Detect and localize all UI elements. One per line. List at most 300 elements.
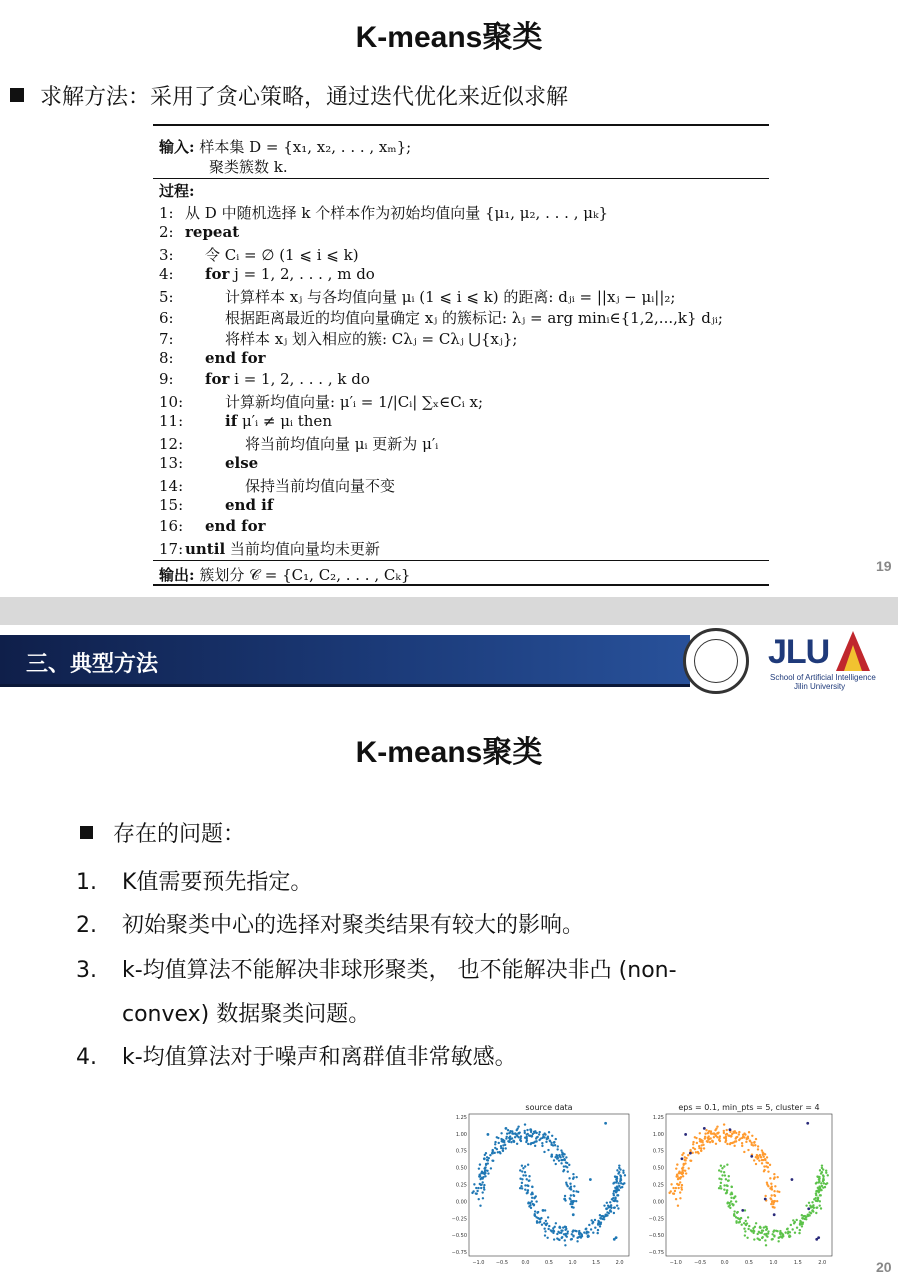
scatter-point xyxy=(683,1163,685,1165)
algo-step: 16: end for xyxy=(159,517,266,535)
scatter-point xyxy=(573,1200,575,1202)
scatter-point xyxy=(624,1174,626,1176)
problems-heading: 存在的问题： xyxy=(80,817,245,848)
scatter-point xyxy=(528,1175,530,1177)
scatter-point xyxy=(531,1197,533,1199)
scatter-point xyxy=(566,1185,568,1187)
scatter-point xyxy=(760,1156,762,1158)
scatter-point xyxy=(498,1142,500,1144)
scatter-point xyxy=(763,1226,765,1228)
scatter-point xyxy=(770,1203,772,1205)
scatter-point xyxy=(532,1133,534,1135)
scatter-point xyxy=(681,1184,683,1186)
problem-item: 2. 初始聚类中心的选择对聚类结果有较大的影响。 xyxy=(76,913,585,938)
scatter-point xyxy=(526,1133,528,1135)
square-bullet-icon xyxy=(80,826,93,839)
scatter-point xyxy=(815,1212,817,1214)
scatter-point xyxy=(793,1222,795,1224)
scatter-point xyxy=(713,1132,715,1134)
scatter-point xyxy=(524,1123,526,1125)
scatter-point xyxy=(501,1140,503,1142)
scatter-point xyxy=(562,1226,564,1228)
scatter-point xyxy=(682,1175,684,1177)
scatter-point xyxy=(820,1172,822,1174)
scatter-point xyxy=(738,1131,740,1133)
scatter-point xyxy=(709,1141,711,1143)
scatter-point xyxy=(819,1169,821,1171)
scatter-point xyxy=(770,1198,772,1200)
scatter-point xyxy=(481,1177,483,1179)
scatter-point xyxy=(518,1132,520,1134)
scatter-point xyxy=(751,1135,753,1137)
scatter-point xyxy=(521,1164,523,1166)
scatter-point xyxy=(723,1184,725,1186)
scatter-point xyxy=(825,1183,827,1185)
scatter-point xyxy=(726,1143,728,1145)
scatter-point xyxy=(823,1182,825,1184)
scatter-point xyxy=(555,1222,557,1224)
scatter-point xyxy=(553,1141,555,1143)
scatter-point xyxy=(764,1159,766,1161)
scatter-point xyxy=(522,1167,524,1169)
scatter-point xyxy=(527,1164,529,1166)
scatter-point xyxy=(817,1196,819,1198)
scatter-point xyxy=(767,1185,769,1187)
page-number: 20 xyxy=(876,1259,892,1275)
scatter-point xyxy=(716,1136,718,1138)
scatter-point xyxy=(720,1178,722,1180)
input-label: 输入: xyxy=(159,138,195,156)
scatter-point xyxy=(766,1156,768,1158)
scatter-point xyxy=(619,1186,621,1188)
scatter-point xyxy=(534,1140,536,1142)
scatter-point xyxy=(741,1142,743,1144)
scatter-point xyxy=(807,1207,810,1210)
scatter-point xyxy=(776,1176,778,1178)
scatter-point xyxy=(531,1135,533,1137)
scatter-point xyxy=(573,1185,575,1187)
scatter-point xyxy=(808,1214,810,1216)
scatter-point xyxy=(568,1164,570,1166)
x-tick-label: −1.0 xyxy=(472,1260,485,1266)
scatter-point xyxy=(545,1220,547,1222)
scatter-point xyxy=(687,1154,689,1156)
scatter-point xyxy=(801,1223,803,1225)
scatter-point xyxy=(483,1186,485,1188)
scatter-point xyxy=(815,1190,817,1192)
scatter-point xyxy=(819,1204,821,1206)
scatter-point xyxy=(530,1143,532,1145)
algo-step: 7: 将样本 xⱼ 划入相应的簇: Cλⱼ = Cλⱼ ⋃{xⱼ}; xyxy=(159,330,518,348)
scatter-point xyxy=(477,1187,479,1189)
scatter-point xyxy=(552,1227,554,1229)
scatter-point xyxy=(524,1171,526,1173)
scatter-point xyxy=(480,1187,482,1189)
scatter-point xyxy=(612,1182,614,1184)
scatter-point xyxy=(773,1190,775,1192)
y-tick-label: 0.00 xyxy=(455,1199,467,1206)
scatter-point xyxy=(755,1138,757,1140)
scatter-point xyxy=(682,1167,684,1169)
logo-tower-icon xyxy=(836,631,870,671)
x-tick-label: −1.0 xyxy=(669,1260,682,1266)
scatter-point xyxy=(741,1137,743,1139)
input-text: 样本集 D = {x₁, x₂, . . . , xₘ}; xyxy=(199,138,412,156)
scatter-point xyxy=(564,1229,566,1231)
y-tick-label: 0.00 xyxy=(652,1199,664,1206)
scatter-point xyxy=(550,1144,552,1146)
scatter-point xyxy=(519,1137,521,1139)
scatter-point xyxy=(502,1147,504,1149)
scatter-point xyxy=(619,1168,621,1170)
scatter-point xyxy=(575,1200,577,1202)
scatter-point xyxy=(772,1206,774,1208)
scatter-point xyxy=(487,1133,490,1136)
scatter-point xyxy=(749,1140,751,1142)
scatter-point xyxy=(481,1191,483,1193)
scatter-point xyxy=(796,1219,798,1221)
algo-divider-bottom xyxy=(153,560,769,561)
scatter-point xyxy=(609,1201,611,1203)
scatter-point xyxy=(494,1141,496,1143)
scatter-point xyxy=(735,1200,737,1202)
scatter-point xyxy=(723,1171,725,1173)
scatter-point xyxy=(592,1232,594,1234)
x-tick-label: −0.5 xyxy=(694,1260,707,1266)
scatter-point xyxy=(539,1218,541,1220)
scatter-point xyxy=(743,1151,745,1153)
scatter-point xyxy=(617,1182,619,1184)
scatter-point xyxy=(622,1172,624,1174)
scatter-point xyxy=(740,1223,742,1225)
scatter-point xyxy=(752,1232,754,1234)
scatter-point xyxy=(757,1148,759,1150)
scatter-point xyxy=(594,1227,596,1229)
scatter-point xyxy=(560,1162,562,1164)
source-data-plot xyxy=(445,1102,635,1272)
scatter-point xyxy=(716,1125,718,1127)
scatter-point xyxy=(543,1136,545,1138)
scatter-point xyxy=(546,1237,548,1239)
scatter-point xyxy=(811,1201,813,1203)
y-tick-label: 1.00 xyxy=(652,1131,664,1138)
scatter-point xyxy=(801,1225,803,1227)
x-tick-label: 1.5 xyxy=(592,1260,601,1266)
scatter-point xyxy=(576,1240,578,1242)
scatter-point xyxy=(752,1227,754,1229)
page-number: 19 xyxy=(876,558,892,574)
scatter-point xyxy=(479,1183,481,1185)
scatter-point xyxy=(758,1159,760,1161)
scatter-point xyxy=(526,1129,528,1131)
scatter-point xyxy=(726,1189,728,1191)
algo-step: 6: 根据距离最近的均值向量确定 xⱼ 的簇标记: λⱼ = arg minᵢ∈{1,2,...,k} dⱼᵢ; xyxy=(159,309,723,327)
scatter-point xyxy=(754,1144,756,1146)
scatter-point xyxy=(473,1183,475,1185)
scatter-point xyxy=(547,1149,549,1151)
scatter-point xyxy=(677,1187,679,1189)
scatter-point xyxy=(791,1178,794,1181)
scatter-point xyxy=(707,1139,709,1141)
scatter-point xyxy=(723,1123,725,1125)
scatter-point xyxy=(487,1172,489,1174)
algo-step: 15: end if xyxy=(159,496,274,514)
algo-step: 11: if μ′ᵢ ≠ μᵢ then xyxy=(159,412,332,430)
scatter-point xyxy=(531,1193,533,1195)
scatter-point xyxy=(538,1133,540,1135)
scatter-point xyxy=(496,1136,498,1138)
scatter-point xyxy=(675,1167,677,1169)
scatter-point xyxy=(755,1222,757,1224)
scatter-point xyxy=(471,1192,473,1194)
scatter-point xyxy=(531,1186,533,1188)
y-tick-label: 1.25 xyxy=(455,1114,467,1121)
scatter-point xyxy=(517,1136,519,1138)
problem-item: 4. k-均值算法对于噪声和离群值非常敏感。 xyxy=(76,1045,517,1070)
scatter-point xyxy=(620,1182,622,1184)
scatter-point xyxy=(705,1129,707,1131)
scatter-point xyxy=(484,1175,486,1177)
scatter-point xyxy=(691,1152,693,1154)
scatter-point xyxy=(812,1204,814,1206)
scatter-point xyxy=(759,1226,761,1228)
scatter-point xyxy=(612,1200,614,1202)
scatter-point xyxy=(681,1154,683,1156)
y-tick-label: −0.75 xyxy=(451,1250,467,1257)
scatter-point xyxy=(524,1165,526,1167)
scatter-point xyxy=(788,1234,790,1236)
scatter-point xyxy=(485,1163,487,1165)
scatter-point xyxy=(483,1157,486,1160)
scatter-point xyxy=(486,1170,488,1172)
scatter-point xyxy=(700,1150,702,1152)
scatter-point xyxy=(692,1143,694,1145)
scatter-point xyxy=(512,1140,514,1142)
scatter-point xyxy=(739,1218,741,1220)
scatter-point xyxy=(514,1136,516,1138)
scatter-point xyxy=(815,1192,817,1194)
scatter-point xyxy=(482,1172,484,1174)
algo-step: 17: until 当前均值向量均未更新 xyxy=(159,540,380,558)
scatter-point xyxy=(774,1195,776,1197)
scatter-point xyxy=(526,1184,528,1186)
scatter-point xyxy=(792,1219,794,1221)
scatter-point xyxy=(744,1234,746,1236)
scatter-point xyxy=(536,1212,538,1214)
scatter-point xyxy=(564,1244,566,1246)
scatter-point xyxy=(821,1164,823,1166)
scatter-point xyxy=(497,1151,499,1153)
scatter-point xyxy=(544,1230,546,1232)
scatter-point xyxy=(589,1178,592,1181)
scatter-point xyxy=(784,1231,786,1233)
scatter-point xyxy=(815,1200,817,1202)
algo-step: 8: end for xyxy=(159,349,266,367)
algo-input-line-2: 聚类簇数 k. xyxy=(209,158,288,176)
scatter-point xyxy=(723,1188,725,1190)
scatter-point xyxy=(820,1194,822,1196)
scatter-point xyxy=(747,1216,749,1218)
scatter-point xyxy=(747,1228,749,1230)
scatter-point xyxy=(804,1218,806,1220)
scatter-point xyxy=(530,1131,532,1133)
scatter-point xyxy=(616,1185,618,1187)
scatter-point xyxy=(753,1159,755,1161)
scatter-point xyxy=(591,1222,593,1224)
output-label: 输出: xyxy=(159,566,195,584)
scatter-point xyxy=(741,1209,744,1212)
scatter-point xyxy=(730,1200,732,1202)
jlu-logo xyxy=(764,631,874,693)
scatter-point xyxy=(594,1219,596,1221)
scatter-point xyxy=(545,1141,547,1143)
scatter-point xyxy=(572,1213,575,1216)
scatter-point xyxy=(552,1232,554,1234)
scatter-point xyxy=(679,1191,681,1193)
scatter-point xyxy=(531,1200,533,1202)
scatter-point xyxy=(560,1232,562,1234)
scatter-point xyxy=(723,1136,725,1138)
x-tick-label: 1.0 xyxy=(769,1260,778,1266)
scatter-point xyxy=(746,1237,748,1239)
section-label: 三、典型方法 xyxy=(26,652,159,677)
scatter-point xyxy=(720,1170,722,1172)
scatter-point xyxy=(725,1133,727,1135)
scatter-point xyxy=(806,1122,809,1125)
scatter-point xyxy=(819,1200,821,1202)
scatter-point xyxy=(526,1192,528,1194)
y-tick-label: 0.50 xyxy=(455,1165,467,1172)
scatter-point xyxy=(487,1159,489,1161)
slide-title: K-means聚类 xyxy=(355,736,543,769)
scatter-point xyxy=(569,1183,571,1185)
scatter-point xyxy=(538,1131,540,1133)
scatter-point xyxy=(811,1210,813,1212)
scatter-point xyxy=(617,1207,619,1209)
scatter-point xyxy=(500,1138,502,1140)
scatter-point xyxy=(575,1190,577,1192)
scatter-point xyxy=(606,1214,608,1216)
scatter-point xyxy=(777,1240,779,1242)
scatter-point xyxy=(675,1187,677,1189)
scatter-point xyxy=(511,1132,513,1134)
y-tick-label: −0.50 xyxy=(451,1233,467,1240)
scatter-point xyxy=(746,1137,748,1139)
scatter-point xyxy=(519,1169,521,1171)
y-tick-label: 0.75 xyxy=(455,1148,467,1155)
scatter-point xyxy=(492,1149,494,1151)
problem-item: convex) 数据聚类问题。 xyxy=(122,1002,371,1027)
scatter-point xyxy=(767,1162,769,1164)
scatter-point xyxy=(823,1179,825,1181)
scatter-point xyxy=(699,1132,701,1134)
scatter-point xyxy=(729,1143,731,1145)
problem-item: 1. K值需要预先指定。 xyxy=(76,870,313,895)
scatter-point xyxy=(747,1149,749,1151)
scatter-point xyxy=(677,1204,679,1206)
scatter-point xyxy=(503,1140,505,1142)
scatter-point xyxy=(583,1231,585,1233)
scatter-point xyxy=(475,1187,477,1189)
scatter-point xyxy=(562,1152,564,1154)
scatter-point xyxy=(524,1184,526,1186)
algo-divider xyxy=(153,178,769,179)
scatter-point xyxy=(737,1217,739,1219)
plot-frame xyxy=(666,1114,832,1256)
scatter-point xyxy=(521,1178,523,1180)
scatter-point xyxy=(725,1139,727,1141)
logo-subtitle: School of Artificial Intelligence xyxy=(770,673,876,682)
scatter-point xyxy=(526,1139,528,1141)
problem-item: 3. k-均值算法不能解决非球形聚类， 也不能解决非凸 (non- xyxy=(76,958,677,983)
scatter-point xyxy=(733,1196,735,1198)
scatter-point xyxy=(580,1236,582,1238)
scatter-point xyxy=(744,1230,746,1232)
bullet-solution-method xyxy=(10,80,568,111)
scatter-point xyxy=(534,1210,536,1212)
scatter-point xyxy=(524,1188,526,1190)
scatter-point xyxy=(502,1150,504,1152)
scatter-point xyxy=(572,1173,574,1175)
scatter-point xyxy=(695,1151,697,1153)
scatter-point xyxy=(516,1143,518,1145)
scatter-point xyxy=(762,1159,764,1161)
scatter-point xyxy=(536,1220,538,1222)
algo-step: 4: for j = 1, 2, . . . , m do xyxy=(159,265,375,283)
scatter-point xyxy=(675,1198,677,1200)
slide-gap xyxy=(0,597,898,625)
scatter-point xyxy=(527,1189,529,1191)
algo-step: 1: 从 D 中随机选择 k 个样本作为初始均值向量 {μ₁, μ₂, . . . , μₖ} xyxy=(159,204,609,222)
scatter-point xyxy=(791,1228,793,1230)
scatter-point xyxy=(694,1136,696,1138)
scatter-point xyxy=(799,1220,801,1222)
scatter-point xyxy=(676,1183,678,1185)
scatter-point xyxy=(534,1196,536,1198)
scatter-point xyxy=(721,1174,723,1176)
scatter-point xyxy=(561,1236,563,1238)
scatter-point xyxy=(541,1137,543,1139)
logo-text: JLU xyxy=(768,633,830,671)
y-tick-label: 0.25 xyxy=(652,1182,664,1189)
scatter-point xyxy=(670,1183,672,1185)
scatter-point xyxy=(549,1140,551,1142)
plot-title: source data xyxy=(525,1103,573,1112)
scatter-point xyxy=(676,1175,678,1177)
scatter-point xyxy=(597,1220,599,1222)
scatter-point xyxy=(796,1227,798,1229)
scatter-point xyxy=(573,1195,575,1197)
scatter-point xyxy=(699,1140,701,1142)
scatter-point xyxy=(708,1130,710,1132)
algo-step: 12: 将当前均值向量 μᵢ 更新为 μ′ᵢ xyxy=(159,435,439,453)
scatter-point xyxy=(720,1164,722,1166)
scatter-point xyxy=(488,1157,490,1159)
scatter-point xyxy=(746,1222,748,1224)
scatter-point xyxy=(590,1228,592,1230)
scatter-point xyxy=(600,1215,602,1217)
scatter-point xyxy=(735,1220,737,1222)
scatter-point xyxy=(570,1201,572,1203)
scatter-point xyxy=(818,1178,820,1180)
scatter-point xyxy=(702,1144,704,1146)
scatter-point xyxy=(483,1188,485,1190)
y-tick-label: −0.25 xyxy=(648,1216,664,1223)
scatter-point xyxy=(479,1204,481,1206)
scatter-point xyxy=(517,1125,519,1127)
algo-step: 13: else xyxy=(159,454,259,472)
scatter-point xyxy=(564,1195,566,1197)
